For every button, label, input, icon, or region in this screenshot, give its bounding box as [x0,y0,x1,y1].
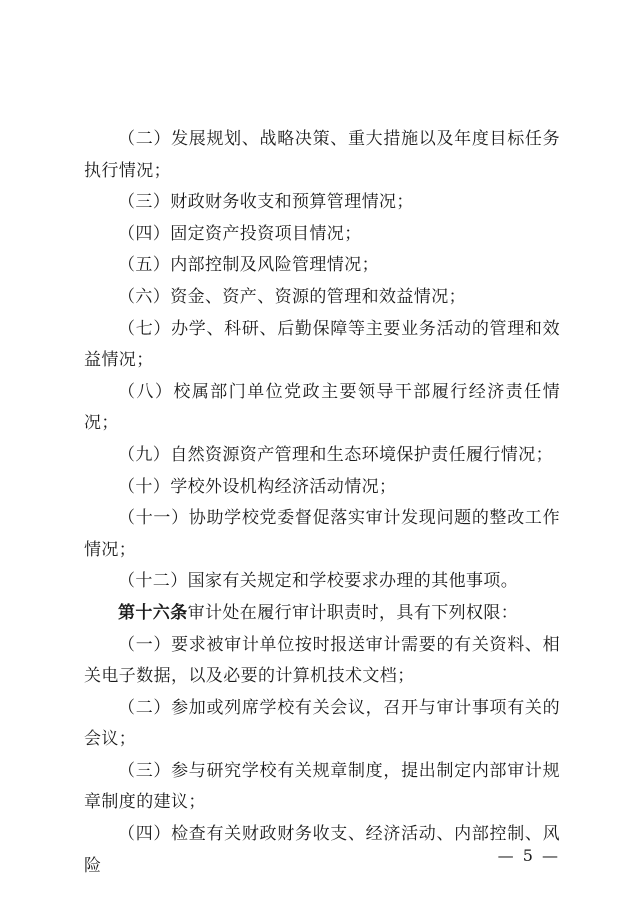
page-number: — 5 — [497,846,560,865]
item-11: （十一）协助学校党委督促落实审计发现问题的整改工作情况； [84,508,560,560]
power-3: （三）参与研究学校有关规章制度，提出制定内部审计规章制度的建议； [84,760,560,813]
document-body [84,124,560,882]
power-1: （一）要求被审计单位按时报送审计需要的有关资料、相关电子数据，以及必要的计算机技术文档； [84,634,560,687]
article-16-text: 审计处在履行审计职责时，具有下列权限： [187,602,519,623]
power-2: （二）参加或列席学校有关会议，召开与审计事项有关的会议； [84,697,560,750]
article-16-number: 第十六条 [118,602,188,623]
item-8: （八）校属部门单位党政主要领导干部履行经济责任情况； [84,381,560,434]
item-7: （七）办学、科研、后勤保障等主要业务活动的管理和效益情况； [84,318,560,371]
item-6: （六）资金、资产、资源的管理和效益情况； [118,286,466,307]
power-4: （四）检查有关财政财务收支、经济活动、内部控制、风险 [84,824,560,876]
item-9: （九）自然资源资产管理和生态环境保护责任履行情况； [118,444,553,465]
item-4: （四）固定资产投资项目情况； [118,223,362,244]
item-2: （二）发展规划、战略决策、重大措施以及年度目标任务执行情况； [84,129,560,181]
item-10: （十）学校外设机构经济活动情况； [118,476,397,497]
item-3: （三）财政财务收支和预算管理情况； [118,192,414,213]
item-5: （五）内部控制及风险管理情况； [118,255,379,276]
item-12: （十二）国家有关规定和学校要求办理的其他事项。 [118,571,519,592]
article-16 [84,598,560,630]
